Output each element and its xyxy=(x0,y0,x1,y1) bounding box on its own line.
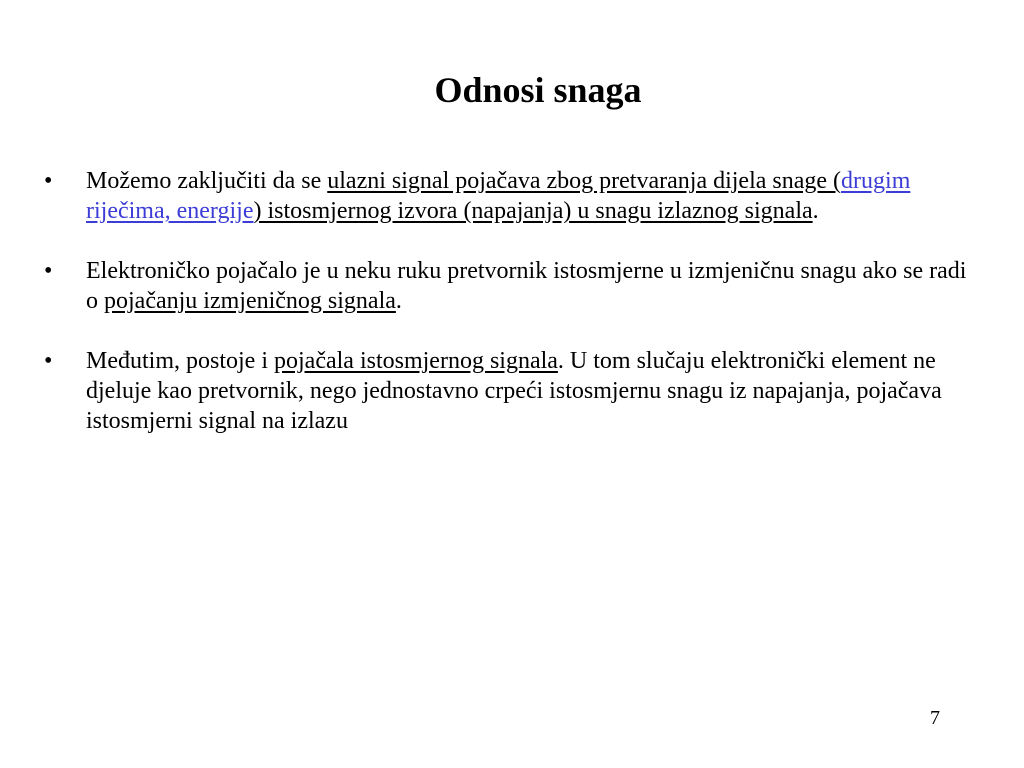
bullet-marker: • xyxy=(44,258,53,284)
bullet-2-underlined-phrase: pojačanju izmjeničnog signala xyxy=(104,288,396,314)
bullet-1-underlined-continuation: ) istosmjernog izvora (napajanja) u snagu izlaznog signala xyxy=(253,198,813,224)
bullet-3-continuation: . U tom slučaju elektronički element ne djeluje kao pretvornik, nego jednostavno crpeći istosmjernu snagu iz napajanja, pojačava istosmjerni signal na izlazu xyxy=(86,348,942,434)
bullet-1-underlined-phrase: ulazni signal pojačava zbog pretvaranja dijela snage xyxy=(327,168,828,194)
slide-title: Odnosi snaga xyxy=(434,70,642,110)
bullet-marker: • xyxy=(44,168,53,194)
bullet-3-text: Međutim, postoje i xyxy=(86,348,274,374)
page-number: 7 xyxy=(930,707,940,729)
bullet-1-paren-open: ( xyxy=(827,168,842,194)
bullet-1-period: . xyxy=(812,198,819,224)
bullet-1-text: Možemo zaključiti da se xyxy=(86,168,328,194)
bullet-2-period: . xyxy=(395,288,402,314)
bullet-marker: • xyxy=(44,348,53,374)
bullet-item-1 xyxy=(44,166,974,226)
bullet-item-2 xyxy=(44,256,974,316)
bullet-3-underlined-phrase: pojačala istosmjernog signala xyxy=(274,348,558,374)
bullet-list xyxy=(44,166,974,466)
bullet-item-3 xyxy=(44,346,974,436)
bullet-1-link[interactable]: drugim riječima, energije xyxy=(86,168,911,224)
bullet-2-text: Elektroničko pojačalo je u neku ruku pretvornik istosmjerne u izmjeničnu snagu ako se radi o xyxy=(86,258,967,314)
